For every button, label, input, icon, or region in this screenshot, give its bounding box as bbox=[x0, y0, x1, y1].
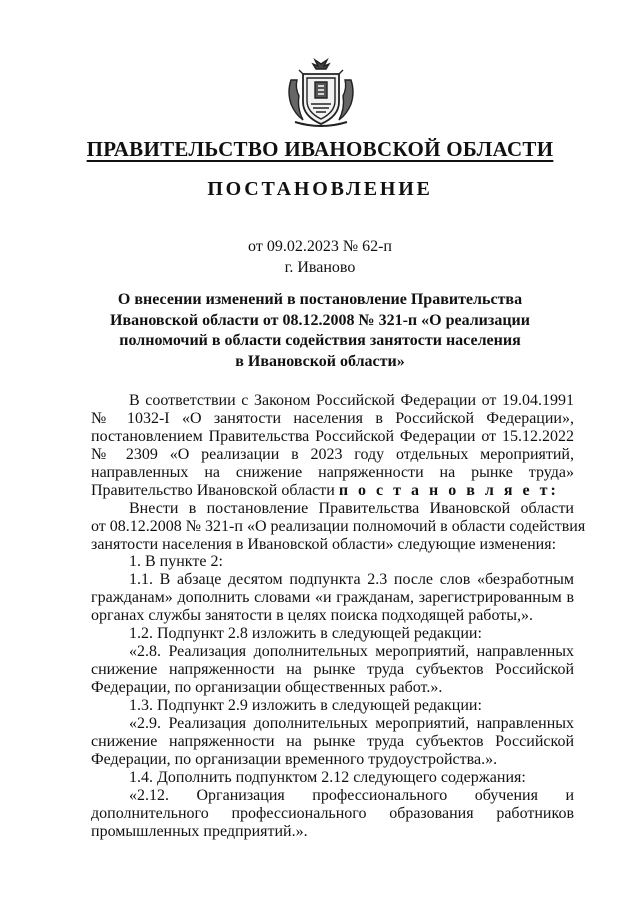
body-line: снижение напряженности на рынке труда субъектов Российской bbox=[91, 661, 574, 679]
coat-of-arms-icon bbox=[285, 58, 357, 128]
body-line: постановлением Правительства Российской Федерации от 15.12.2022 bbox=[91, 427, 574, 445]
document-subject bbox=[110, 290, 530, 372]
document-date-number: от 09.02.2023 № 62-п bbox=[248, 238, 392, 255]
body-line: органах службы занятости в целях поиска подходящей работы,». bbox=[91, 607, 533, 625]
body-line: 1.4. Дополнить подпунктом 2.12 следующего содержания: bbox=[129, 768, 526, 786]
body-line: 1. В пункте 2: bbox=[129, 553, 223, 571]
body-line: снижение напряженности на рынке труда субъектов Российской bbox=[91, 732, 574, 750]
organization-title: ПРАВИТЕЛЬСТВО ИВАНОВСКОЙ ОБЛАСТИ bbox=[86, 137, 554, 161]
subject-line: Ивановской области от 08.12.2008 № 321-п «О реализации bbox=[110, 311, 530, 329]
body-line: 1.2. Подпункт 2.8 изложить в следующей редакции: bbox=[129, 625, 482, 643]
subject-line: О внесении изменений в постановление Правительства bbox=[117, 291, 523, 308]
decree-verb: п о с т а н о в л я е т: bbox=[338, 481, 559, 499]
body-line: гражданам» дополнить словами «и гражданам, зарегистрированным в bbox=[91, 589, 574, 607]
document-type: ПОСТАНОВЛЕНИЕ bbox=[207, 178, 433, 200]
body-line: Федерации, по организации временного трудоустройства.». bbox=[91, 750, 498, 768]
body-line: занятости населения в Ивановской области» следующие изменения: bbox=[91, 535, 557, 553]
subject-line: в Ивановской области» bbox=[235, 352, 405, 370]
body-line: «2.9. Реализация дополнительных мероприятий, направленных bbox=[129, 714, 574, 732]
body-line: «2.12. Организация профессионального обучения и bbox=[129, 786, 574, 804]
subject-line: полномочий в области содействия занятости населения bbox=[119, 332, 521, 349]
body-line: В соответствии с Законом Российской Федерации от 19.04.1991 bbox=[129, 392, 574, 409]
body-line: от 08.12.2008 № 321-п «О реализации полномочий в области содействия bbox=[91, 517, 586, 535]
body-line: Федерации, по организации общественных работ.». bbox=[91, 679, 443, 696]
body-line: 1.1. В абзаце десятом подпункта 2.3 после слов «безработным bbox=[129, 571, 574, 589]
document-city: г. Иваново bbox=[284, 259, 356, 276]
body-line-decree bbox=[91, 482, 574, 500]
government-name: Правительство Ивановской области bbox=[91, 481, 335, 499]
body-line: 1.3. Подпункт 2.9 изложить в следующей редакции: bbox=[129, 696, 482, 714]
body-line: дополнительного профессионального образования работников bbox=[91, 804, 574, 822]
body-line: «2.8. Реализация дополнительных мероприятий, направленных bbox=[129, 643, 574, 661]
document-body bbox=[91, 392, 586, 840]
body-line: № 2309 «О реализации в 2023 году отдельных мероприятий, bbox=[91, 445, 574, 463]
body-line: направленных на снижение напряженности на рынке труда» bbox=[91, 463, 574, 481]
body-line: промышленных предприятий.». bbox=[91, 822, 308, 840]
body-line: Внести в постановление Правительства Ивановской области bbox=[129, 499, 574, 517]
body-line: № 1032-I «О занятости населения в Российской Федерации», bbox=[91, 409, 574, 427]
